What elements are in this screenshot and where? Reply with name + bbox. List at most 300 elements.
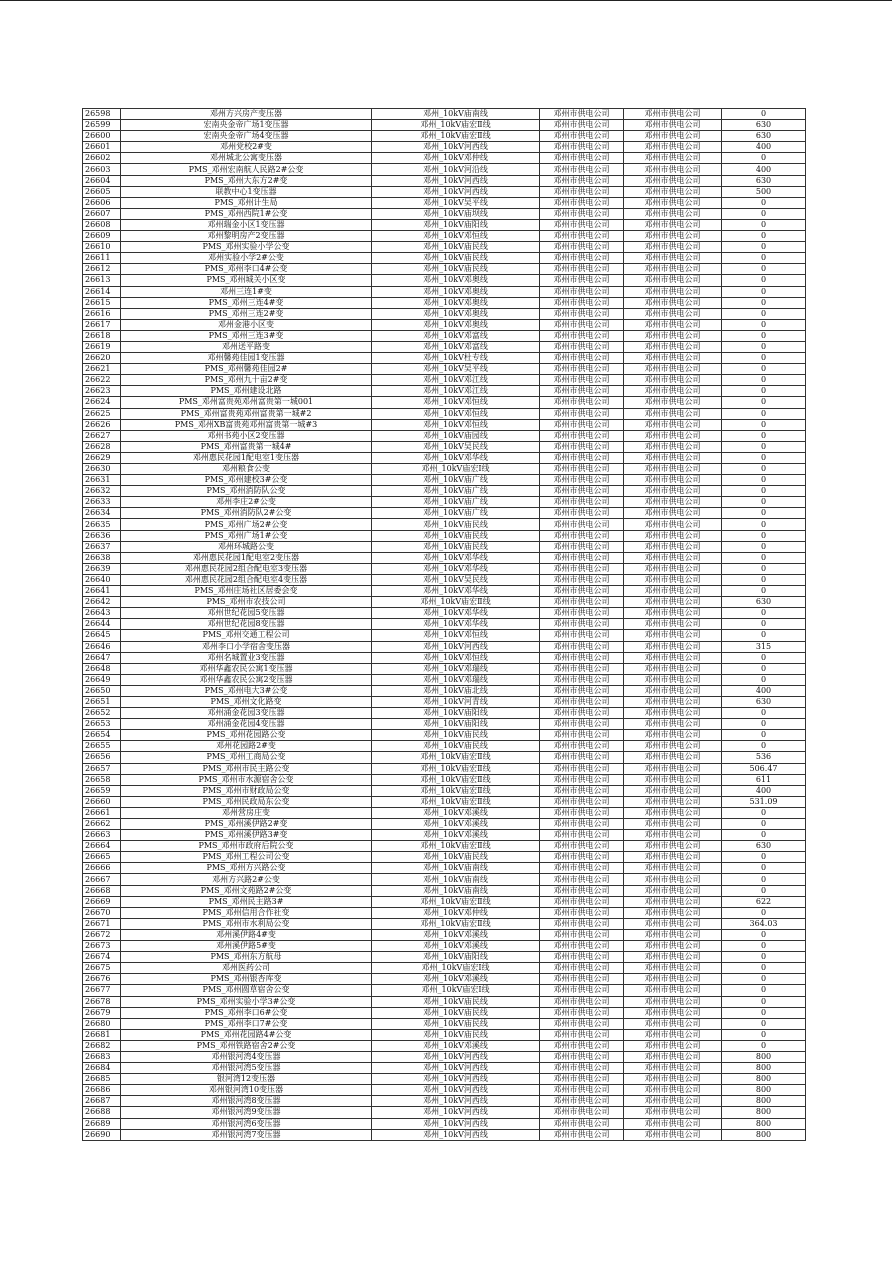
capacity-cell: 800 [722, 1085, 806, 1096]
owner-company-cell: 邓州市供电公司 [624, 941, 722, 952]
owner-company-cell: 邓州市供电公司 [624, 863, 722, 874]
row-id-cell: 26619 [83, 341, 121, 352]
table-row [83, 774, 806, 785]
supply-company-cell: 邓州市供电公司 [540, 120, 624, 131]
capacity-cell: 630 [722, 131, 806, 142]
supply-company-cell: 邓州市供电公司 [540, 452, 624, 463]
capacity-cell: 0 [722, 364, 806, 375]
supply-company-cell: 邓州市供电公司 [540, 508, 624, 519]
transformer-name-cell: 邓州粮食公变 [121, 464, 372, 475]
row-id-cell: 26609 [83, 231, 121, 242]
table-row [83, 830, 806, 841]
transformer-name-cell: PMS_邓州东方航母 [121, 952, 372, 963]
capacity-cell: 364.03 [722, 918, 806, 929]
feeder-line-cell: 邓州_10kV邓奥线 [372, 275, 540, 286]
capacity-cell: 0 [722, 253, 806, 264]
table-row [83, 574, 806, 585]
transformer-name-cell: 邓州花园路2#变 [121, 741, 372, 752]
table-row [83, 1074, 806, 1085]
owner-company-cell: 邓州市供电公司 [624, 563, 722, 574]
supply-company-cell: 邓州市供电公司 [540, 552, 624, 563]
table-row [83, 752, 806, 763]
table-row [83, 785, 806, 796]
supply-company-cell: 邓州市供电公司 [540, 974, 624, 985]
capacity-cell: 800 [722, 1051, 806, 1062]
top-rule [0, 0, 892, 1]
feeder-line-cell: 邓州_10kV吴民线 [372, 441, 540, 452]
row-id-cell: 26667 [83, 874, 121, 885]
supply-company-cell: 邓州市供电公司 [540, 830, 624, 841]
owner-company-cell: 邓州市供电公司 [624, 730, 722, 741]
table-row [83, 741, 806, 752]
supply-company-cell: 邓州市供电公司 [540, 441, 624, 452]
supply-company-cell: 邓州市供电公司 [540, 763, 624, 774]
owner-company-cell: 邓州市供电公司 [624, 319, 722, 330]
row-id-cell: 26647 [83, 652, 121, 663]
feeder-line-cell: 邓州_10kV庙宏Ⅱ线 [372, 774, 540, 785]
transformer-name-cell: PMS_邓州李口4#公变 [121, 264, 372, 275]
table-row [83, 386, 806, 397]
owner-company-cell: 邓州市供电公司 [624, 708, 722, 719]
owner-company-cell: 邓州市供电公司 [624, 1018, 722, 1029]
table-row [83, 1085, 806, 1096]
table-row [83, 1129, 806, 1140]
feeder-line-cell: 邓州_10kV邓江线 [372, 386, 540, 397]
capacity-cell: 800 [722, 1118, 806, 1129]
owner-company-cell: 邓州市供电公司 [624, 164, 722, 175]
capacity-cell: 400 [722, 164, 806, 175]
transformer-name-cell: PMS_邓州实验小学公变 [121, 242, 372, 253]
supply-company-cell: 邓州市供电公司 [540, 1085, 624, 1096]
supply-company-cell: 邓州市供电公司 [540, 741, 624, 752]
feeder-line-cell: 邓州_10kV庙宏Ⅱ线 [372, 896, 540, 907]
capacity-cell: 630 [722, 597, 806, 608]
capacity-cell: 400 [722, 785, 806, 796]
supply-company-cell: 邓州市供电公司 [540, 574, 624, 585]
supply-company-cell: 邓州市供电公司 [540, 530, 624, 541]
capacity-cell: 0 [722, 974, 806, 985]
supply-company-cell: 邓州市供电公司 [540, 885, 624, 896]
row-id-cell: 26600 [83, 131, 121, 142]
supply-company-cell: 邓州市供电公司 [540, 719, 624, 730]
supply-company-cell: 邓州市供电公司 [540, 541, 624, 552]
owner-company-cell: 邓州市供电公司 [624, 996, 722, 1007]
capacity-cell: 0 [722, 807, 806, 818]
capacity-cell: 0 [722, 519, 806, 530]
feeder-line-cell: 邓州_10kV庙宏Ⅱ线 [372, 785, 540, 796]
feeder-line-cell: 邓州_10kV河西线 [372, 641, 540, 652]
row-id-cell: 26673 [83, 941, 121, 952]
owner-company-cell: 邓州市供电公司 [624, 341, 722, 352]
table-row [83, 430, 806, 441]
capacity-cell: 0 [722, 219, 806, 230]
supply-company-cell: 邓州市供电公司 [540, 608, 624, 619]
row-id-cell: 26653 [83, 719, 121, 730]
row-id-cell: 26618 [83, 330, 121, 341]
owner-company-cell: 邓州市供电公司 [624, 297, 722, 308]
feeder-line-cell: 邓州_10kV庙民线 [372, 541, 540, 552]
owner-company-cell: 邓州市供电公司 [624, 109, 722, 120]
feeder-line-cell: 邓州_10kV河西线 [372, 1085, 540, 1096]
transformer-name-cell: PMS_邓州方兴路公变 [121, 863, 372, 874]
feeder-line-cell: 邓州_10kV庙宏Ⅱ线 [372, 763, 540, 774]
row-id-cell: 26626 [83, 419, 121, 430]
table-row [83, 197, 806, 208]
transformer-name-cell: 邓州银河湾9变压器 [121, 1107, 372, 1118]
transformer-name-cell: PMS_邓州民主路3# [121, 896, 372, 907]
capacity-cell: 0 [722, 863, 806, 874]
owner-company-cell: 邓州市供电公司 [624, 175, 722, 186]
table-row [83, 308, 806, 319]
table-row [83, 807, 806, 818]
transformer-name-cell: 邓州方兴房产变压器 [121, 109, 372, 120]
capacity-cell: 0 [722, 486, 806, 497]
capacity-cell: 0 [722, 952, 806, 963]
table-row [83, 619, 806, 630]
transformer-name-cell: 邓州溪伊路4#变 [121, 929, 372, 940]
table-row [83, 519, 806, 530]
feeder-line-cell: 邓州_10kV庙南线 [372, 874, 540, 885]
row-id-cell: 26641 [83, 586, 121, 597]
table-row [83, 819, 806, 830]
supply-company-cell: 邓州市供电公司 [540, 1096, 624, 1107]
row-id-cell: 26687 [83, 1096, 121, 1107]
row-id-cell: 26688 [83, 1107, 121, 1118]
table-row [83, 408, 806, 419]
owner-company-cell: 邓州市供电公司 [624, 153, 722, 164]
owner-company-cell: 邓州市供电公司 [624, 408, 722, 419]
transformer-name-cell: PMS_邓州圆草宿舍公变 [121, 985, 372, 996]
transformer-name-cell: 邓州银河湾10变压器 [121, 1085, 372, 1096]
feeder-line-cell: 邓州_10kV邓恒线 [372, 419, 540, 430]
owner-company-cell: 邓州市供电公司 [624, 807, 722, 818]
feeder-line-cell: 邓州_10kV河西线 [372, 175, 540, 186]
capacity-cell: 400 [722, 685, 806, 696]
transformer-name-cell: PMS_邓州文化路变 [121, 696, 372, 707]
table-row [83, 996, 806, 1007]
capacity-cell: 0 [722, 275, 806, 286]
feeder-line-cell: 邓州_10kV邓恒线 [372, 652, 540, 663]
owner-company-cell: 邓州市供电公司 [624, 608, 722, 619]
transformer-name-cell: 邓州城北公寓变压器 [121, 153, 372, 164]
row-id-cell: 26659 [83, 785, 121, 796]
feeder-line-cell: 邓州_10kV庙南线 [372, 109, 540, 120]
row-id-cell: 26604 [83, 175, 121, 186]
feeder-line-cell: 邓州_10kV庙宏Ⅰ线 [372, 464, 540, 475]
capacity-cell: 0 [722, 1029, 806, 1040]
supply-company-cell: 邓州市供电公司 [540, 197, 624, 208]
supply-company-cell: 邓州市供电公司 [540, 630, 624, 641]
table-row [83, 508, 806, 519]
feeder-line-cell: 邓州_10kV庙民线 [372, 852, 540, 863]
feeder-line-cell: 邓州_10kV邓奥线 [372, 308, 540, 319]
table-row [83, 341, 806, 352]
row-id-cell: 26631 [83, 475, 121, 486]
owner-company-cell: 邓州市供电公司 [624, 242, 722, 253]
feeder-line-cell: 邓州_10kV邓江线 [372, 375, 540, 386]
transformer-name-cell: 宏南央金帝广场1变压器 [121, 120, 372, 131]
supply-company-cell: 邓州市供电公司 [540, 486, 624, 497]
capacity-cell: 0 [722, 630, 806, 641]
table-row [83, 896, 806, 907]
table-row [83, 985, 806, 996]
row-id-cell: 26643 [83, 608, 121, 619]
capacity-cell: 0 [722, 985, 806, 996]
row-id-cell: 26637 [83, 541, 121, 552]
row-id-cell: 26685 [83, 1074, 121, 1085]
transformer-name-cell: PMS_邓州市财政局公变 [121, 785, 372, 796]
transformer-name-cell: 邓州营房庄变 [121, 807, 372, 818]
table-row [83, 929, 806, 940]
row-id-cell: 26615 [83, 297, 121, 308]
owner-company-cell: 邓州市供电公司 [624, 674, 722, 685]
owner-company-cell: 邓州市供电公司 [624, 1074, 722, 1085]
feeder-line-cell: 邓州_10kV河西线 [372, 1051, 540, 1062]
row-id-cell: 26611 [83, 253, 121, 264]
feeder-line-cell: 邓州_10kV庙坝线 [372, 208, 540, 219]
capacity-cell: 0 [722, 475, 806, 486]
row-id-cell: 26668 [83, 885, 121, 896]
table-row [83, 941, 806, 952]
supply-company-cell: 邓州市供电公司 [540, 297, 624, 308]
table-row [83, 608, 806, 619]
capacity-cell: 0 [722, 574, 806, 585]
owner-company-cell: 邓州市供电公司 [624, 929, 722, 940]
supply-company-cell: 邓州市供电公司 [540, 408, 624, 419]
row-id-cell: 26669 [83, 896, 121, 907]
supply-company-cell: 邓州市供电公司 [540, 519, 624, 530]
capacity-cell: 536 [722, 752, 806, 763]
transformer-name-cell: 邓州医药公司 [121, 963, 372, 974]
row-id-cell: 26624 [83, 397, 121, 408]
table-row [83, 1096, 806, 1107]
owner-company-cell: 邓州市供电公司 [624, 186, 722, 197]
feeder-line-cell: 邓州_10kV庙阳线 [372, 719, 540, 730]
capacity-cell: 0 [722, 874, 806, 885]
owner-company-cell: 邓州市供电公司 [624, 819, 722, 830]
feeder-line-cell: 邓州_10kV庙民线 [372, 1018, 540, 1029]
transformer-name-cell: PMS_邓州富贵第一城4# [121, 441, 372, 452]
capacity-cell: 0 [722, 430, 806, 441]
supply-company-cell: 邓州市供电公司 [540, 175, 624, 186]
supply-company-cell: 邓州市供电公司 [540, 1018, 624, 1029]
capacity-cell: 0 [722, 308, 806, 319]
table-row [83, 863, 806, 874]
capacity-cell: 0 [722, 330, 806, 341]
supply-company-cell: 邓州市供电公司 [540, 419, 624, 430]
supply-company-cell: 邓州市供电公司 [540, 208, 624, 219]
supply-company-cell: 邓州市供电公司 [540, 264, 624, 275]
transformer-name-cell: 邓州银河湾5变压器 [121, 1063, 372, 1074]
transformer-name-cell: PMS_邓州市水利局公变 [121, 918, 372, 929]
table-row [83, 109, 806, 120]
capacity-cell: 0 [722, 197, 806, 208]
feeder-line-cell: 邓州_10kV邓溪线 [372, 830, 540, 841]
feeder-line-cell: 邓州_10kV邓溪线 [372, 807, 540, 818]
supply-company-cell: 邓州市供电公司 [540, 1129, 624, 1140]
capacity-cell: 0 [722, 929, 806, 940]
row-id-cell: 26656 [83, 752, 121, 763]
feeder-line-cell: 邓州_10kV庙民线 [372, 996, 540, 1007]
feeder-line-cell: 邓州_10kV邓华线 [372, 452, 540, 463]
supply-company-cell: 邓州市供电公司 [540, 896, 624, 907]
capacity-cell: 0 [722, 508, 806, 519]
transformer-name-cell: PMS_邓州文苑路2#公变 [121, 885, 372, 896]
supply-company-cell: 邓州市供电公司 [540, 641, 624, 652]
supply-company-cell: 邓州市供电公司 [540, 985, 624, 996]
transformer-name-cell: 邓州方兴路2#公变 [121, 874, 372, 885]
supply-company-cell: 邓州市供电公司 [540, 685, 624, 696]
table-row [83, 630, 806, 641]
owner-company-cell: 邓州市供电公司 [624, 1040, 722, 1051]
supply-company-cell: 邓州市供电公司 [540, 696, 624, 707]
feeder-line-cell: 邓州_10kV庙广线 [372, 475, 540, 486]
transformer-name-cell: PMS_邓州花园路公变 [121, 730, 372, 741]
capacity-cell: 0 [722, 441, 806, 452]
transformer-name-cell: 邓州涌金花园4变压器 [121, 719, 372, 730]
capacity-cell: 400 [722, 142, 806, 153]
transformer-name-cell: 邓州银河湾4变压器 [121, 1051, 372, 1062]
owner-company-cell: 邓州市供电公司 [624, 364, 722, 375]
row-id-cell: 26678 [83, 996, 121, 1007]
supply-company-cell: 邓州市供电公司 [540, 219, 624, 230]
supply-company-cell: 邓州市供电公司 [540, 308, 624, 319]
supply-company-cell: 邓州市供电公司 [540, 253, 624, 264]
capacity-cell: 0 [722, 208, 806, 219]
transformer-name-cell: 邓州送平路变 [121, 341, 372, 352]
transformer-name-cell: PMS_邓州广场1#公变 [121, 530, 372, 541]
table-row [83, 563, 806, 574]
owner-company-cell: 邓州市供电公司 [624, 796, 722, 807]
transformer-name-cell: 邓州馨苑佳园1变压器 [121, 353, 372, 364]
row-id-cell: 26639 [83, 563, 121, 574]
owner-company-cell: 邓州市供电公司 [624, 896, 722, 907]
feeder-line-cell: 邓州_10kV邓奥线 [372, 286, 540, 297]
supply-company-cell: 邓州市供电公司 [540, 275, 624, 286]
transformer-name-cell: PMS_邓州广场2#公变 [121, 519, 372, 530]
row-id-cell: 26636 [83, 530, 121, 541]
capacity-cell: 0 [722, 153, 806, 164]
owner-company-cell: 邓州市供电公司 [624, 353, 722, 364]
owner-company-cell: 邓州市供电公司 [624, 508, 722, 519]
capacity-cell: 630 [722, 696, 806, 707]
row-id-cell: 26620 [83, 353, 121, 364]
owner-company-cell: 邓州市供电公司 [624, 630, 722, 641]
transformer-name-cell: 邓州书苑小区2变压器 [121, 430, 372, 441]
transformer-name-cell: 邓州环城路公变 [121, 541, 372, 552]
table-row [83, 652, 806, 663]
owner-company-cell: 邓州市供电公司 [624, 197, 722, 208]
transformer-name-cell: PMS_邓州宏南航人民路2#公变 [121, 164, 372, 175]
transformer-name-cell: 邓州惠民花园1配电室1变压器 [121, 452, 372, 463]
feeder-line-cell: 邓州_10kV邓恒线 [372, 408, 540, 419]
table-row [83, 1118, 806, 1129]
transformer-name-cell: 邓州惠民花园2组合配电室4变压器 [121, 574, 372, 585]
owner-company-cell: 邓州市供电公司 [624, 874, 722, 885]
row-id-cell: 26623 [83, 386, 121, 397]
feeder-line-cell: 邓州_10kV庙宏Ⅱ线 [372, 597, 540, 608]
supply-company-cell: 邓州市供电公司 [540, 963, 624, 974]
feeder-line-cell: 邓州_10kV邓奥线 [372, 297, 540, 308]
owner-company-cell: 邓州市供电公司 [624, 219, 722, 230]
table-row [83, 419, 806, 430]
supply-company-cell: 邓州市供电公司 [540, 918, 624, 929]
capacity-cell: 0 [722, 663, 806, 674]
table-row [83, 663, 806, 674]
capacity-cell: 531.09 [722, 796, 806, 807]
feeder-line-cell: 邓州_10kV河西线 [372, 1107, 540, 1118]
feeder-line-cell: 邓州_10kV邓华线 [372, 586, 540, 597]
capacity-cell: 0 [722, 963, 806, 974]
feeder-line-cell: 邓州_10kV庙北线 [372, 685, 540, 696]
supply-company-cell: 邓州市供电公司 [540, 874, 624, 885]
supply-company-cell: 邓州市供电公司 [540, 142, 624, 153]
owner-company-cell: 邓州市供电公司 [624, 419, 722, 430]
table-row [83, 353, 806, 364]
transformer-name-cell: 邓州实验小学2#公变 [121, 253, 372, 264]
capacity-cell: 0 [722, 741, 806, 752]
transformer-name-cell: PMS_邓州大东方2#变 [121, 175, 372, 186]
capacity-cell: 500 [722, 186, 806, 197]
table-row [83, 796, 806, 807]
owner-company-cell: 邓州市供电公司 [624, 464, 722, 475]
owner-company-cell: 邓州市供电公司 [624, 131, 722, 142]
row-id-cell: 26630 [83, 464, 121, 475]
transformer-name-cell: 邓州惠民花园1配电室2变压器 [121, 552, 372, 563]
owner-company-cell: 邓州市供电公司 [624, 1129, 722, 1140]
owner-company-cell: 邓州市供电公司 [624, 1029, 722, 1040]
owner-company-cell: 邓州市供电公司 [624, 386, 722, 397]
row-id-cell: 26672 [83, 929, 121, 940]
feeder-line-cell: 邓州_10kV邓仲线 [372, 907, 540, 918]
feeder-line-cell: 邓州_10kV河沿线 [372, 164, 540, 175]
table-row [83, 131, 806, 142]
table-row [83, 297, 806, 308]
feeder-line-cell: 邓州_10kV庙阳线 [372, 952, 540, 963]
transformer-name-cell: PMS_邓州计生局 [121, 197, 372, 208]
capacity-cell: 0 [722, 830, 806, 841]
feeder-line-cell: 邓州_10kV邓奥线 [372, 319, 540, 330]
row-id-cell: 26616 [83, 308, 121, 319]
feeder-line-cell: 邓州_10kV庙民线 [372, 519, 540, 530]
capacity-cell: 0 [722, 996, 806, 1007]
feeder-line-cell: 邓州_10kV庙宏Ⅰ线 [372, 985, 540, 996]
feeder-line-cell: 邓州_10kV邓华线 [372, 552, 540, 563]
supply-company-cell: 邓州市供电公司 [540, 464, 624, 475]
table-row [83, 475, 806, 486]
row-id-cell: 26601 [83, 142, 121, 153]
row-id-cell: 26613 [83, 275, 121, 286]
row-id-cell: 26661 [83, 807, 121, 818]
feeder-line-cell: 邓州_10kV邓富线 [372, 341, 540, 352]
capacity-cell: 0 [722, 341, 806, 352]
table-row [83, 231, 806, 242]
table-row [83, 464, 806, 475]
supply-company-cell: 邓州市供电公司 [540, 330, 624, 341]
transformer-name-cell: 邓州瑞金小区1变压器 [121, 219, 372, 230]
owner-company-cell: 邓州市供电公司 [624, 852, 722, 863]
table-row [83, 375, 806, 386]
capacity-cell: 630 [722, 841, 806, 852]
feeder-line-cell: 邓州_10kV庙宏Ⅱ线 [372, 752, 540, 763]
feeder-line-cell: 邓州_10kV吴平线 [372, 197, 540, 208]
feeder-line-cell: 邓州_10kV庙阳线 [372, 708, 540, 719]
owner-company-cell: 邓州市供电公司 [624, 497, 722, 508]
row-id-cell: 26642 [83, 597, 121, 608]
table-row [83, 685, 806, 696]
owner-company-cell: 邓州市供电公司 [624, 519, 722, 530]
capacity-cell: 0 [722, 530, 806, 541]
